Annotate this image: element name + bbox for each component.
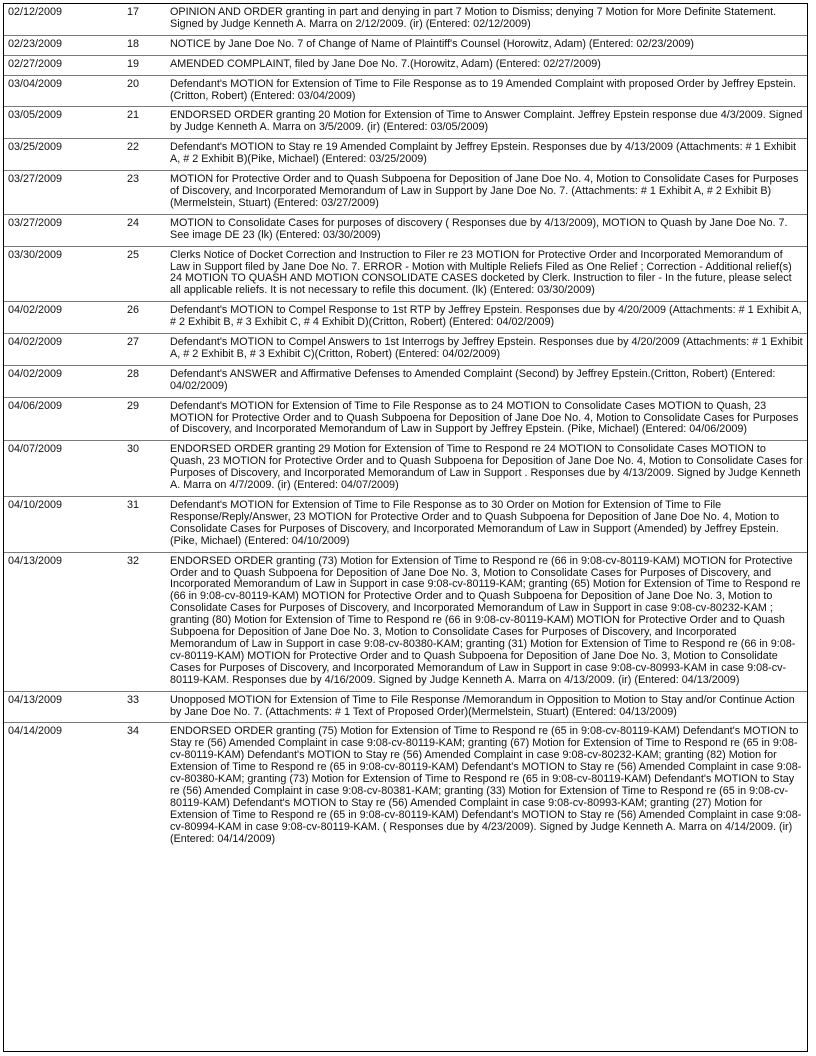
docket-entry-text: Defendant's ANSWER and Affirmative Defenses to Amended Complaint (Second) by Jeffrey Epstein.(Critton, Robert) (Entered: 04/02/2009) [166, 365, 807, 397]
docket-entry-number: 23 [123, 171, 166, 215]
docket-entry-row [4, 75, 807, 107]
docket-entry-row [4, 397, 807, 441]
docket-entry-text: NOTICE by Jane Doe No. 7 of Change of Name of Plaintiff's Counsel (Horowitz, Adam) (Entered: 02/23/2009) [166, 35, 807, 55]
docket-entry-text: AMENDED COMPLAINT, filed by Jane Doe No. 7.(Horowitz, Adam) (Entered: 02/27/2009) [166, 55, 807, 75]
docket-entry-text: Unopposed MOTION for Extension of Time to File Response /Memorandum in Opposition to Motion to Stay and/or Continue Action by Jane Doe No. 7. (Attachments: # 1 Text of Proposed Order)(Mermelstein, Stuart) (Entered: 04/13/2009) [166, 691, 807, 723]
docket-entry-number: 30 [123, 441, 166, 497]
docket-entry-number: 20 [123, 75, 166, 107]
docket-entry-number: 21 [123, 107, 166, 139]
docket-entry-number: 24 [123, 214, 166, 246]
docket-entry-row [4, 35, 807, 55]
docket-entry-number: 31 [123, 497, 166, 553]
docket-entry-number: 34 [127, 725, 140, 738]
docket-entry-number: 19 [123, 55, 166, 75]
docket-entry-number: 22 [123, 139, 166, 171]
docket-entry-number: 33 [123, 691, 166, 723]
docket-entry-row [4, 55, 807, 75]
docket-entry-number: 17 [123, 4, 166, 35]
docket-table [4, 4, 807, 849]
docket-entry-text: MOTION to Consolidate Cases for purposes of discovery ( Responses due by 4/13/2009), MOTION to Quash by Jane Doe No. 7. See image DE 23 (lk) (Entered: 03/30/2009) [166, 214, 807, 246]
docket-entry-date: 03/27/2009 [4, 171, 123, 215]
docket-entry-date: 02/12/2009 [4, 4, 123, 35]
docket-entry-text: OPINION AND ORDER granting in part and denying in part 7 Motion to Dismiss; denying 7 Motion for More Definite Statement. Signed by Judge Kenneth A. Marra on 2/12/2009. (ir) (Entered: 02/12/2009) [166, 4, 807, 35]
docket-entry-row [4, 441, 807, 497]
docket-entry-date: 03/27/2009 [4, 214, 123, 246]
docket-entry-text: ENDORSED ORDER granting (73) Motion for Extension of Time to Respond re (66 in 9:08-cv-80119-KAM) MOTION for Protective Order and to Quash Subpoena for Deposition of Jane Doe No. 3, Motion to Consolidate Cases for Purposes of Discovery, and Incorporated Memorandum of Law in Support in case 9:08-cv-80119-KAM; granting (65) Motion for Extension of Time to Respond re (66 in 9:08-cv-80119-KAM) MOTION for Protective Order and to Quash Subpoena for Deposition of Jane Doe No. 3, Motion to Consolidate Cases for Purposes of Discovery, and Incorporated Memorandum of Law in Support in case 9:08-cv-80232-KAM ; granting (80) Motion for Extension of Time to Respond re (66 in 9:08-cv-80119-KAM) MOTION for Protective Order and to Quash Subpoena for Deposition of Jane Doe No. 3, Motion to Consolidate Cases for Purposes of Discovery, and Incorporated Memorandum of Law in Support in case 9:08-cv-80380-KAM; granting (31) Motion for Extension of Time to Respond re (66 in 9:08-cv-80119-KAM) MOTION for Protective Order and to Quash Subpoena for Deposition of Jane Doe No. 3, Motion to Consolidate Cases for Purposes of Discovery, and Incorporated Memorandum of Law in Support in case 9:08-cv-80993-KAM in case 9:08-cv-80119-KAM. Responses due by 4/16/2009. Signed by Judge Kenneth A. Marra on 4/13/2009. (ir) (Entered: 04/13/2009) [166, 552, 807, 691]
docket-entry-text: Defendant's MOTION to Stay re 19 Amended Complaint by Jeffrey Epstein. Responses due by 4/13/2009 (Attachments: # 1 Exhibit A, # 2 Exhibit B)(Pike, Michael) (Entered: 03/25/2009) [166, 139, 807, 171]
docket-entry-text: ENDORSED ORDER granting (75) Motion for Extension of Time to Respond re (65 in 9:08-cv-80119-KAM) Defendant's MOTION to Stay re (56) Amended Complaint in case 9:08-cv-80119-KAM; granting (67) Motion for Extension of Time to Respond re (65 in 9:08-cv-80119-KAM) Defendant's MOTION to Stay re (56) Amended Complaint in case 9:08-cv-80232-KAM; granting (82) Motion for Extension of Time to Respond re (65 in 9:08-cv-80119-KAM) Defendant's MOTION to Stay re (56) Amended Complaint in case 9:08-cv-80380-KAM; granting (73) Motion for Extension of Time to Respond re (65 in 9:08-cv-80119-KAM) Defendant's MOTION to Stay re (56) Amended Complaint in case 9:08-cv-80381-KAM; granting (33) Motion for Extension of Time to Respond re (65 in 9:08-cv-80119-KAM) Defendant's MOTION to Stay re (56) Amended Complaint in case 9:08-cv-80993-KAM; granting (27) Motion for Extension of Time to Respond re (65 in 9:08-cv-80119-KAM) Defendant's MOTION to Stay re (56) Amended Complaint in case 9:08-cv-80994-KAM in case 9:08-cv-80119-KAM. ( Responses due by 4/23/2009). Signed by Judge Kenneth A. Marra on 4/14/2009. (ir) (Entered: 04/14/2009) [170, 725, 802, 845]
docket-entry-text: MOTION for Protective Order and to Quash Subpoena for Deposition of Jane Doe No. 4, Motion to Consolidate Cases for Purposes of Discovery, and Incorporated Memorandum of Law in Support by Jane Doe No. 7. (Attachments: # 1 Exhibit A, # 2 Exhibit B)(Mermelstein, Stuart) (Entered: 03/27/2009) [166, 171, 807, 215]
docket-entry-date: 04/14/2009 [8, 725, 63, 738]
docket-entry-row [4, 723, 807, 850]
docket-entry-row [4, 4, 807, 35]
docket-entry-date: 04/06/2009 [4, 397, 123, 441]
docket-entry-number: 29 [123, 397, 166, 441]
docket-page [3, 3, 808, 1052]
docket-entry-date: 04/02/2009 [4, 334, 123, 366]
docket-entry-row [4, 302, 807, 334]
docket-entry-number: 27 [123, 334, 166, 366]
docket-entry-number: 18 [123, 35, 166, 55]
docket-entry-date: 03/05/2009 [4, 107, 123, 139]
docket-entry-text: Defendant's MOTION to Compel Answers to 1st Interrogs by Jeffrey Epstein. Responses due by 4/20/2009 (Attachments: # 1 Exhibit A, # 2 Exhibit B, # 3 Exhibit C)(Critton, Robert) (Entered: 04/02/2009) [166, 334, 807, 366]
docket-entry-row [4, 171, 807, 215]
docket-entry-date: 03/25/2009 [4, 139, 123, 171]
docket-entry-date: 04/02/2009 [4, 365, 123, 397]
docket-entry-row [4, 552, 807, 691]
docket-entry-number: 32 [123, 552, 166, 691]
docket-entry-row [4, 691, 807, 723]
docket-entry-row [4, 334, 807, 366]
docket-entry-date: 02/27/2009 [4, 55, 123, 75]
docket-entry-text: ENDORSED ORDER granting 20 Motion for Extension of Time to Answer Complaint. Jeffrey Epstein response due 4/3/2009. Signed by Judge Kenneth A. Marra on 3/5/2009. (ir) (Entered: 03/05/2009) [166, 107, 807, 139]
docket-entry-text: Clerks Notice of Docket Correction and Instruction to Filer re 23 MOTION for Protective Order and Incorporated Memorandum of Law in Support filed by Jane Doe No. 7. ERROR - Motion with Multiple Reliefs Filed as One Relief ; Correction - Additional relief(s) 24 MOTION TO QUASH AND MOTION CONSOLIDATE CASES docketed by Clerk. Instruction to filer - In the future, please select all applicable reliefs. It is not necessary to refile this document. (lk) (Entered: 03/30/2009) [166, 246, 807, 302]
docket-entry-number: 25 [123, 246, 166, 302]
docket-entry-number: 26 [123, 302, 166, 334]
docket-entry-number: 28 [123, 365, 166, 397]
docket-entry-date: 04/02/2009 [4, 302, 123, 334]
docket-entry-date: 04/10/2009 [4, 497, 123, 553]
docket-entry-date: 04/07/2009 [4, 441, 123, 497]
docket-entry-row [4, 246, 807, 302]
docket-entry-text: Defendant's MOTION for Extension of Time to File Response as to 19 Amended Complaint with proposed Order by Jeffrey Epstein. (Critton, Robert) (Entered: 03/04/2009) [166, 75, 807, 107]
docket-entry-date: 04/13/2009 [4, 552, 123, 691]
docket-entry-date: 03/30/2009 [4, 246, 123, 302]
docket-entry-row [4, 497, 807, 553]
docket-entry-date: 02/23/2009 [4, 35, 123, 55]
docket-entry-text: ENDORSED ORDER granting 29 Motion for Extension of Time to Respond re 24 MOTION to Consolidate Cases MOTION to Quash, 23 MOTION for Protective Order and to Quash Subpoena for Deposition of Jane Doe No. 4, Motion to Consolidate Cases for Purposes of Discovery, and Incorporated Memorandum of Law in Support . Responses due by 4/13/2009. Signed by Judge Kenneth A. Marra on 4/7/2009. (ir) (Entered: 04/07/2009) [166, 441, 807, 497]
docket-entry-text: Defendant's MOTION for Extension of Time to File Response as to 30 Order on Motion for Extension of Time to File Response/Reply/Answer, 23 MOTION for Protective Order and to Quash Subpoena for Deposition of Jane Doe No. 4, Motion to Consolidate Cases for Purposes of Discovery, and Incorporated Memorandum of Law in Support (Amended) by Jeffrey Epstein. (Pike, Michael) (Entered: 04/10/2009) [166, 497, 807, 553]
docket-entries [4, 4, 807, 849]
docket-entry-row [4, 139, 807, 171]
docket-entry-row [4, 107, 807, 139]
docket-entry-text: Defendant's MOTION to Compel Response to 1st RTP by Jeffrey Epstein. Responses due by 4/20/2009 (Attachments: # 1 Exhibit A, # 2 Exhibit B, # 3 Exhibit C, # 4 Exhibit D)(Critton, Robert) (Entered: 04/02/2009) [166, 302, 807, 334]
docket-entry-date: 04/13/2009 [4, 691, 123, 723]
docket-entry-date: 03/04/2009 [4, 75, 123, 107]
docket-entry-row [4, 214, 807, 246]
docket-entry-row [4, 365, 807, 397]
docket-entry-text: Defendant's MOTION for Extension of Time to File Response as to 24 MOTION to Consolidate Cases MOTION to Quash, 23 MOTION for Protective Order and to Quash Subpoena for Deposition of Jane Doe No. 4, Motion to Consolidate Cases for Purposes of Discovery, and Incorporated Memorandum of Law in Support by Jeffrey Epstein. (Pike, Michael) (Entered: 04/06/2009) [166, 397, 807, 441]
